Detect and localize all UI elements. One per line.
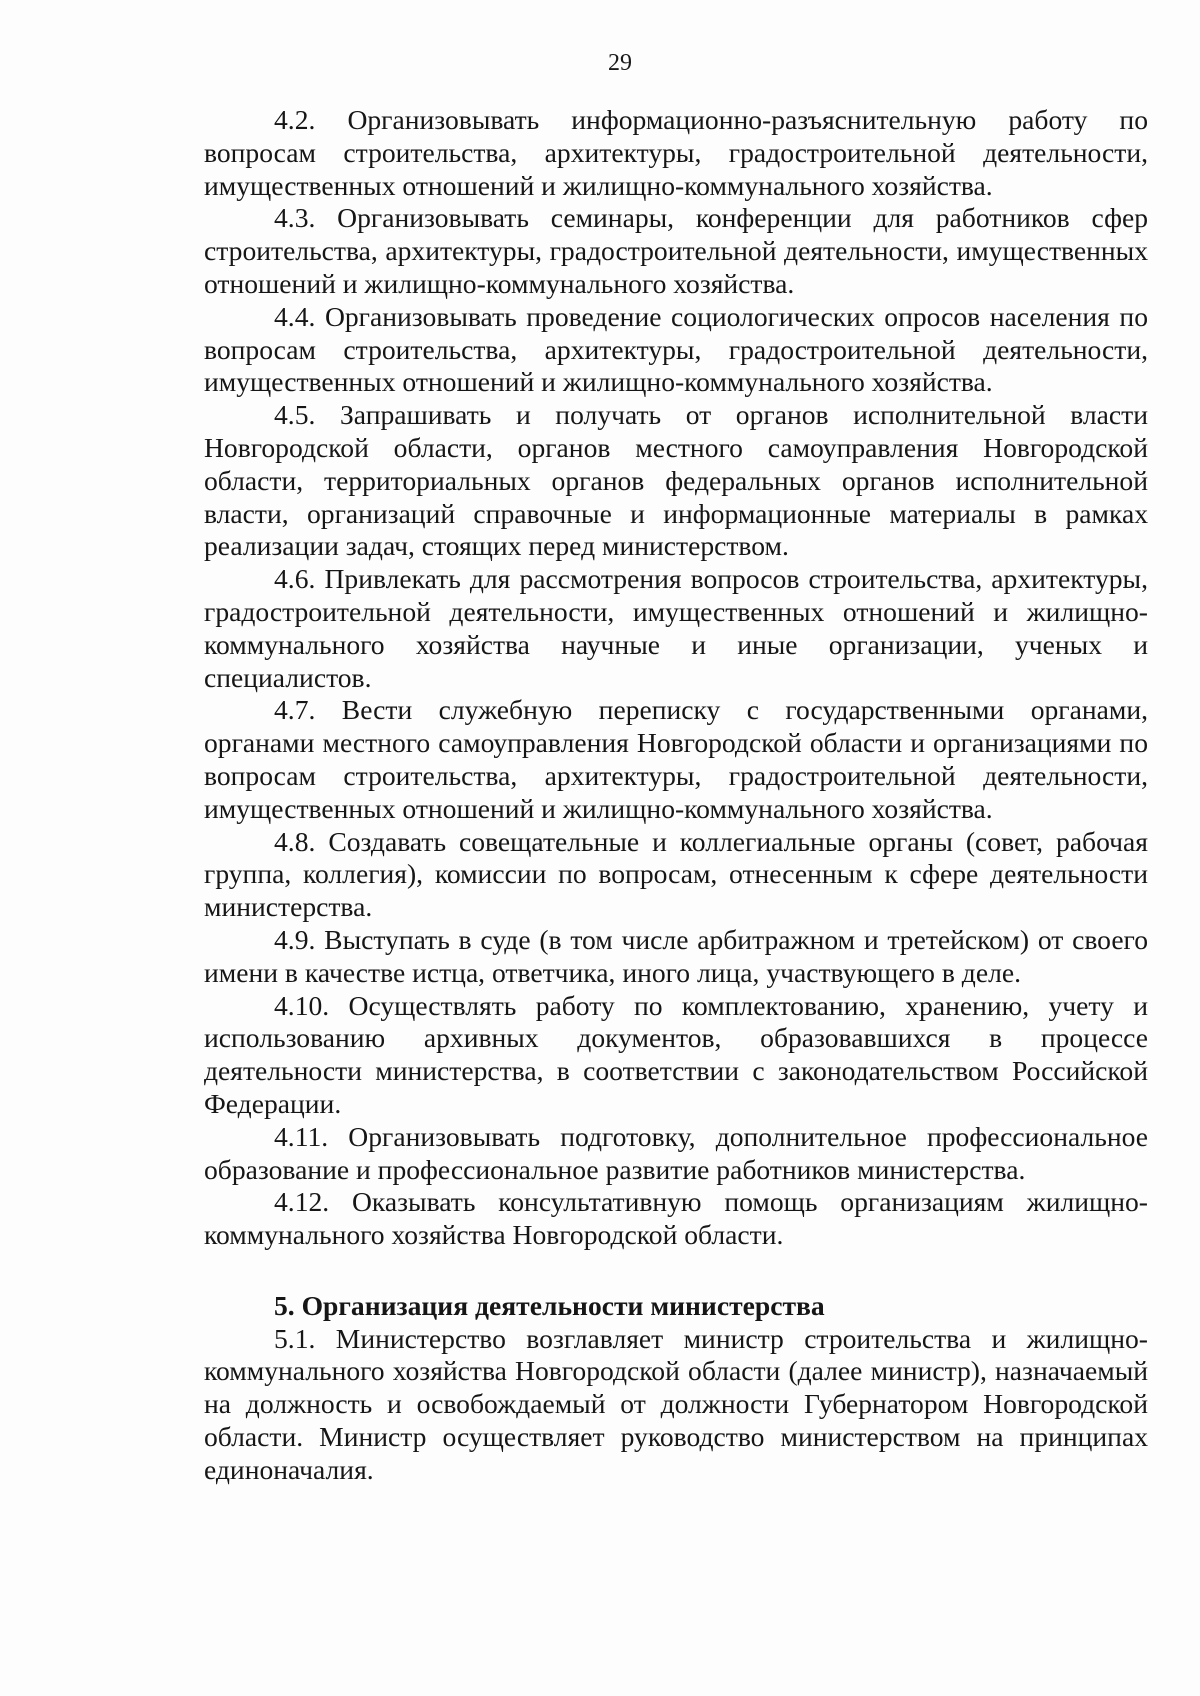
paragraph-4-2: 4.2. Организовывать информационно-разъяснительную работу по вопросам строительства, архитектуры, градостроительной деятельности, имущественных отношений и жилищно-коммунального хозяйства. <box>204 104 1148 201</box>
paragraph-4-10: 4.10. Осуществлять работу по комплектованию, хранению, учету и использованию архивных документов, образовавшихся в процессе деятельности министерства, в соответствии с законодательством Российской Федерации. <box>204 989 1148 1119</box>
paragraph-4-11: 4.11. Организовывать подготовку, дополнительное профессиональное образование и профессиональное развитие работников министерства. <box>204 1120 1148 1185</box>
document-body <box>204 104 1148 1487</box>
paragraph-4-7: 4.7. Вести служебную переписку с государственными органами, органами местного самоуправления Новгородской области и организациями по вопросам строительства, архитектуры, градостроительной деятельности, имущественных отношений и жилищно-коммунального хозяйства. <box>204 694 1148 824</box>
paragraph-4-9: 4.9. Выступать в суде (в том числе арбитражном и третейском) от своего имени в качестве истца, ответчика, иного лица, участвующего в деле. <box>204 923 1148 988</box>
paragraph-4-12: 4.12. Оказывать консультативную помощь организациям жилищно-коммунального хозяйства Новгородской области. <box>204 1186 1148 1251</box>
paragraph-4-3: 4.3. Организовывать семинары, конференции для работников сфер строительства, архитектуры, градостроительной деятельности, имущественных отношений и жилищно-коммунального хозяйства. <box>204 202 1148 299</box>
page-number: 29 <box>608 50 632 76</box>
paragraph-4-6: 4.6. Привлекать для рассмотрения вопросов строительства, архитектуры, градостроительной деятельности, имущественных отношений и жилищно-коммунального хозяйства научные и иные организации, ученых и специалистов. <box>204 563 1148 693</box>
paragraph-4-8: 4.8. Создавать совещательные и коллегиальные органы (совет, рабочая группа, коллегия), комиссии по вопросам, отнесенным к сфере деятельности министерства. <box>204 825 1148 923</box>
paragraph-4-4: 4.4. Организовывать проведение социологических опросов населения по вопросам строительства, архитектуры, градостроительной деятельности, имущественных отношений и жилищно-коммунального хозяйства. <box>204 300 1148 398</box>
paragraph-5-1: 5.1. Министерство возглавляет министр строительства и жилищно-коммунального хозяйства Новгородской области (далее министр), назначаемый на должность и освобождаемый от должности Губернатором Новгородской области. Министр осуществляет руководство министерством на принципах единоначалия. <box>204 1322 1148 1485</box>
paragraph-4-5: 4.5. Запрашивать и получать от органов исполнительной власти Новгородской области, органов местного самоуправления Новгородской области, территориальных органов федеральных органов исполнительной власти, организаций справочные и информационные материалы в рамках реализации задач, стоящих перед министерством. <box>204 399 1148 562</box>
section-heading: 5. Организация деятельности министерства <box>274 1289 825 1321</box>
